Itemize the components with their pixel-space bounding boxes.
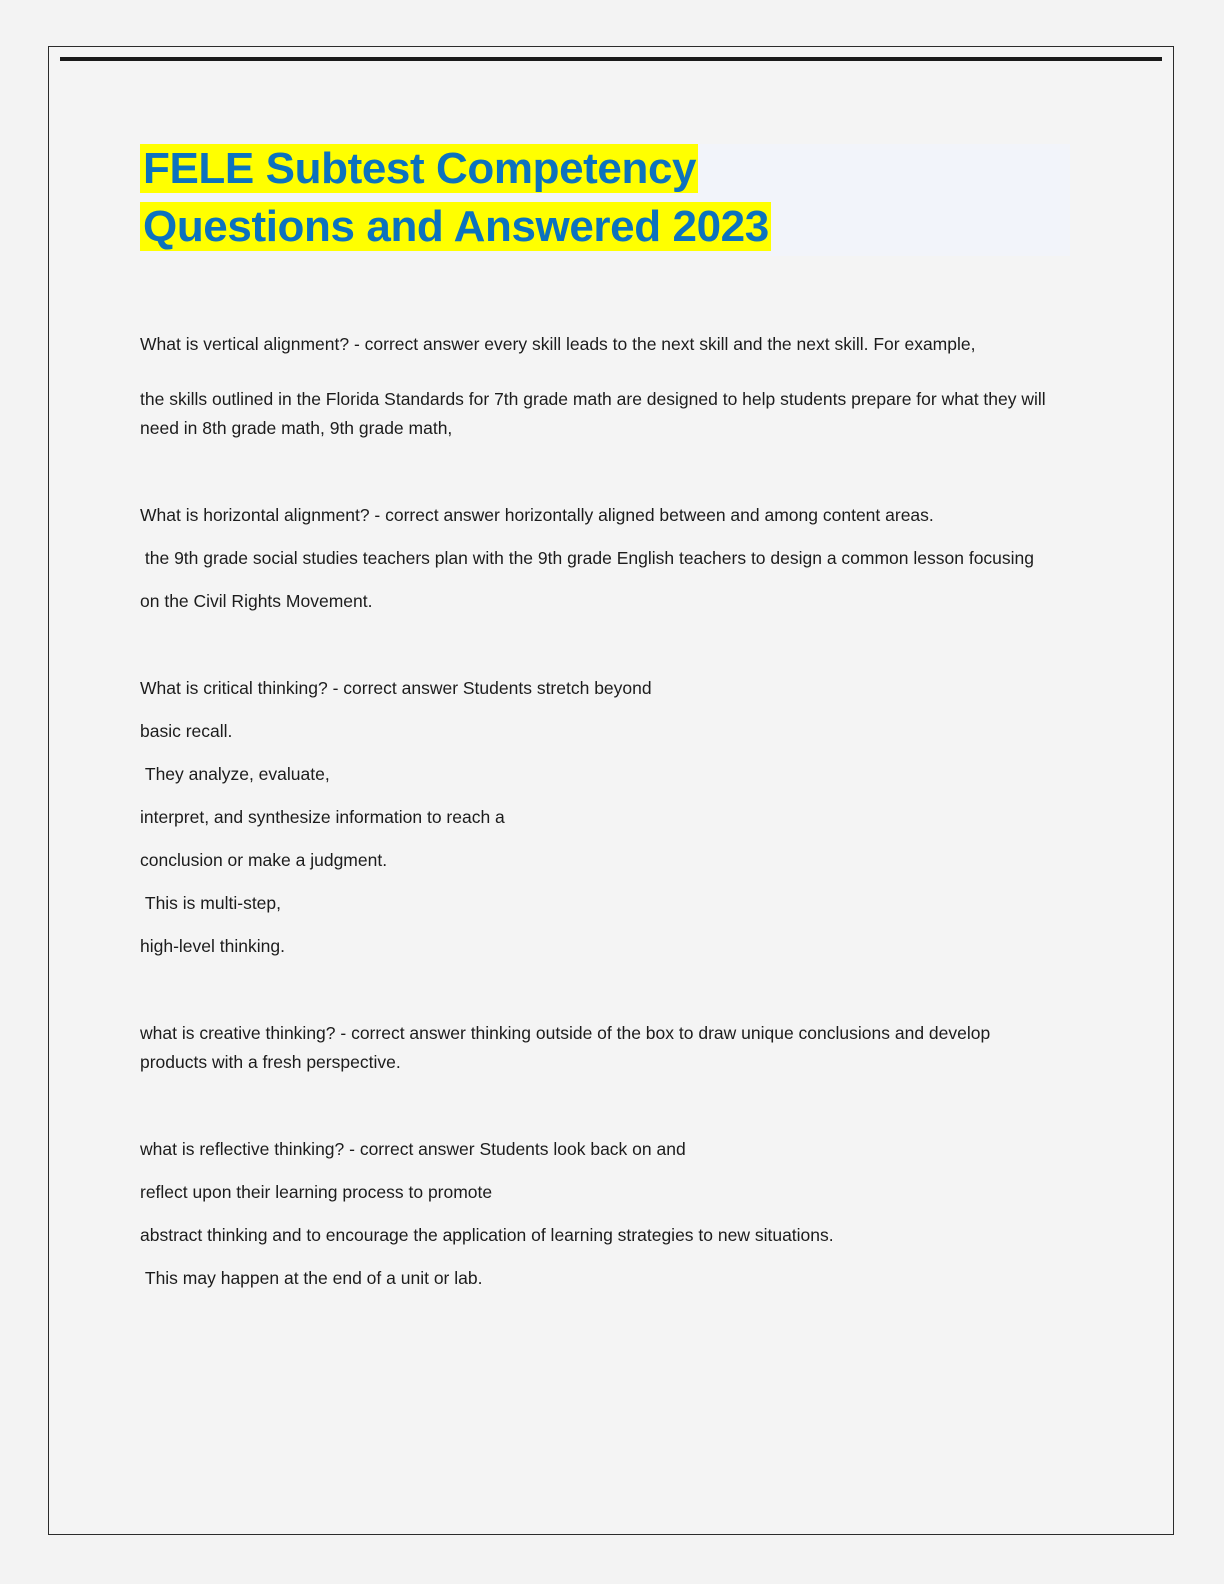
paragraph-spacer	[140, 359, 1058, 385]
paragraph-spacer	[140, 918, 1058, 932]
qa-paragraph: What is vertical alignment? - correct answer every skill leads to the next skill and the next skill. For example,	[140, 334, 976, 354]
qa-paragraph: This may happen at the end of a unit or lab.	[140, 1268, 483, 1288]
qa-paragraph: They analyze, evaluate,	[140, 764, 330, 784]
paragraph-spacer	[140, 875, 1058, 889]
qa-paragraph: on the Civil Rights Movement.	[140, 591, 373, 611]
qa-paragraph: abstract thinking and to encourage the application of learning strategies to new situations.	[140, 1225, 834, 1245]
qa-paragraph: This is multi-step,	[140, 893, 282, 913]
paragraph-spacer	[140, 703, 1058, 717]
qa-paragraph: What is critical thinking? - correct answer Students stretch beyond	[140, 678, 652, 698]
block-spacer	[140, 961, 1058, 1019]
qa-paragraph: the 9th grade social studies teachers plan with the 9th grade English teachers to design a common lesson focusing	[140, 548, 1035, 568]
paragraph-spacer	[140, 530, 1058, 544]
qa-paragraph: interpret, and synthesize information to reach a	[140, 807, 505, 827]
paragraph-spacer	[140, 1164, 1058, 1178]
qa-paragraph: what is reflective thinking? - correct answer Students look back on and	[140, 1139, 686, 1159]
block-spacer	[140, 443, 1058, 501]
qa-block-vertical-alignment	[140, 330, 1058, 443]
qa-block-reflective-thinking	[140, 1135, 1058, 1293]
qa-block-horizontal-alignment	[140, 501, 1058, 616]
qa-paragraph: reflect upon their learning process to promote	[140, 1182, 493, 1202]
page-title	[140, 140, 1100, 256]
paragraph-spacer	[140, 832, 1058, 846]
qa-paragraph: What is horizontal alignment? - correct answer horizontally aligned between and among content areas.	[140, 505, 934, 525]
document-body	[140, 330, 1058, 1293]
qa-block-creative-thinking	[140, 1019, 1058, 1077]
block-spacer	[140, 1077, 1058, 1135]
qa-paragraph: high-level thinking.	[140, 936, 285, 956]
page-title-line-2: Questions and Answered 2023	[140, 202, 771, 251]
page-top-rule	[60, 57, 1162, 61]
paragraph-spacer	[140, 1250, 1058, 1264]
qa-paragraph: conclusion or make a judgment.	[140, 850, 388, 870]
paragraph-spacer	[140, 573, 1058, 587]
paragraph-spacer	[140, 746, 1058, 760]
paragraph-spacer	[140, 789, 1058, 803]
qa-paragraph: what is creative thinking? - correct answer thinking outside of the box to draw unique conclusions and develop products with a fresh perspective.	[140, 1023, 996, 1072]
qa-block-critical-thinking	[140, 674, 1058, 961]
page-title-line-1: FELE Subtest Competency	[140, 144, 698, 193]
qa-paragraph: basic recall.	[140, 721, 233, 741]
qa-paragraph: the skills outlined in the Florida Standards for 7th grade math are designed to help students prepare for what they will need in 8th grade math, 9th grade math,	[140, 389, 1051, 438]
paragraph-spacer	[140, 1207, 1058, 1221]
block-spacer	[140, 616, 1058, 674]
